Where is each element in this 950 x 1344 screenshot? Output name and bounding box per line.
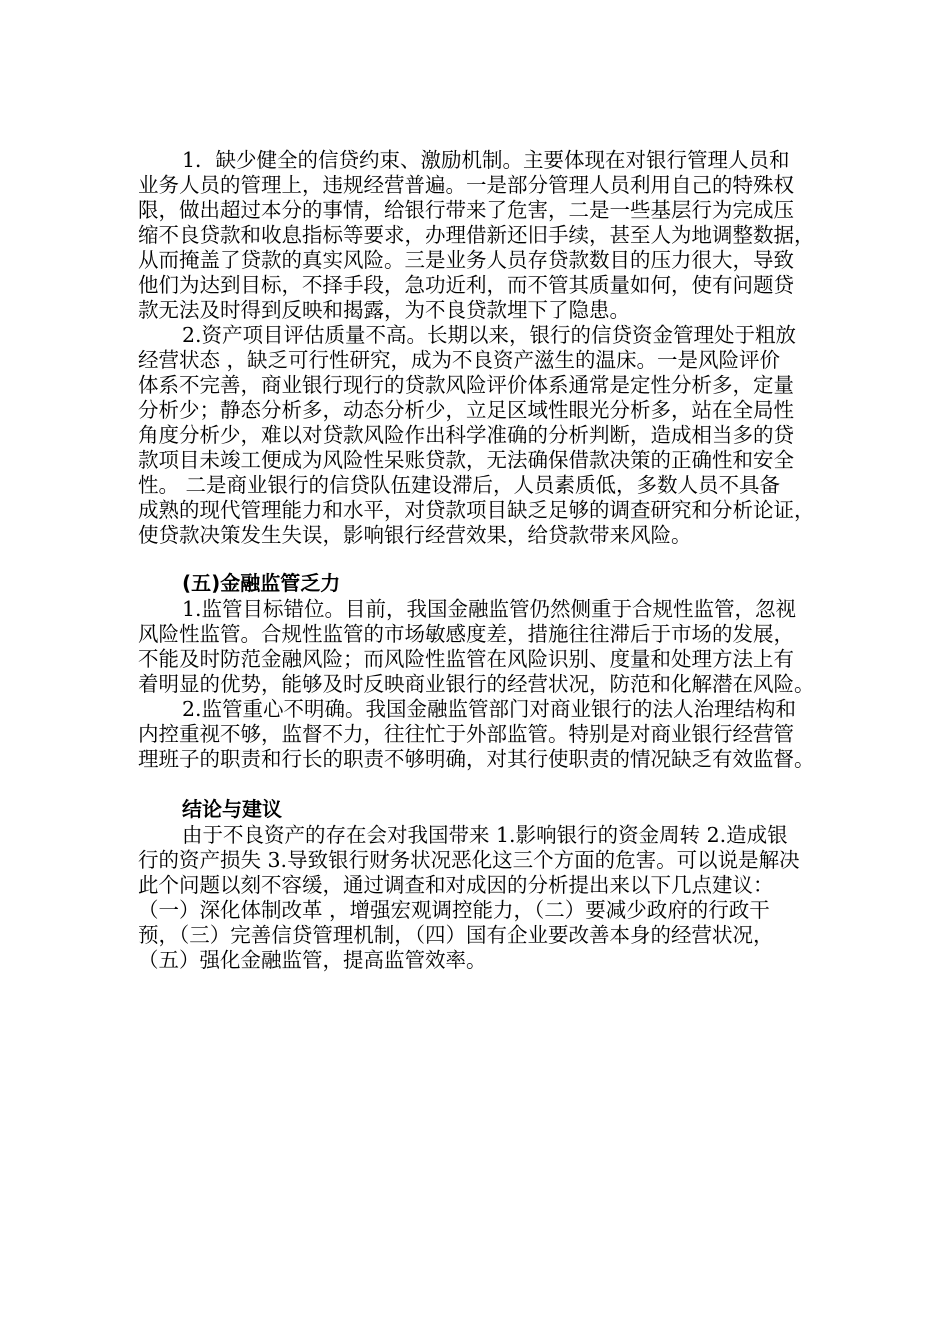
- section-heading-conclusion: 结论与建议: [182, 797, 282, 821]
- text-line: 理班子的职责和行长的职责不够明确，对其行使职责的情况缺乏有效监督。: [138, 747, 815, 771]
- text-line: 着明显的优势，能够及时反映商业银行的经营状况，防范和化解潜在风险。: [138, 672, 815, 696]
- text-line: （一）深化体制改革 ，增强宏观调控能力，（二）要减少政府的行政干: [138, 898, 770, 922]
- text-line: 由于不良资产的存在会对我国带来 1.影响银行的资金周转 2.造成银: [182, 823, 788, 847]
- text-line: 限，做出超过本分的事情，给银行带来了危害，二是一些基层行为完成压: [138, 198, 794, 222]
- text-line: 不能及时防范金融风险；而风险性监管在风险识别、度量和处理方法上有: [138, 647, 794, 671]
- text-line: 1．缺少健全的信贷约束、激励机制。主要体现在对银行管理人员和: [182, 148, 790, 172]
- text-line: 体系不完善，商业银行现行的贷款风险评价体系通常是定性分析多，定量: [138, 373, 794, 397]
- text-line: 2.监管重心不明确。我国金融监管部门对商业银行的法人治理结构和: [182, 697, 797, 721]
- text-line: （五）强化金融监管，提高监管效率。: [138, 948, 487, 972]
- text-line: 此个问题以刻不容缓，通过调查和对成因的分析提出来以下几点建议：: [138, 873, 774, 897]
- text-line: 预，（三）完善信贷管理机制，（四）国有企业要改善本身的经营状况，: [138, 923, 774, 947]
- text-line: 分析少；静态分析多，动态分析少，立足区域性眼光分析多，站在全局性: [138, 398, 794, 422]
- text-line: 他们为达到目标，不择手段，急功近利，而不管其质量如何，使有问题贷: [138, 273, 794, 297]
- section-heading-financial-supervision: (五)金融监管乏力: [182, 571, 341, 595]
- text-line: 性。 二是商业银行的信贷队伍建设滞后，人员素质低，多数人员不具备: [138, 473, 781, 497]
- text-line: 角度分析少，难以对贷款风险作出科学准确的分析判断，造成相当多的贷: [138, 423, 794, 447]
- text-line: 缩不良贷款和收息指标等要求，办理借新还旧手续，甚至人为地调整数据，: [138, 223, 815, 247]
- text-line: 成熟的现代管理能力和水平，对贷款项目缺乏足够的调查研究和分析论证，: [138, 498, 815, 522]
- text-line: 风险性监管。合规性监管的市场敏感度差，措施往往滞后于市场的发展，: [138, 622, 794, 646]
- text-line: 行的资产损失 3.导致银行财务状况恶化这三个方面的危害。可以说是解决: [138, 848, 800, 872]
- text-line: 1.监管目标错位。目前，我国金融监管仍然侧重于合规性监管，忽视: [182, 597, 797, 621]
- text-line: 使贷款决策发生失误，影响银行经营效果，给贷款带来风险。: [138, 523, 692, 547]
- text-line: 内控重视不够，监督不力，往往忙于外部监管。特别是对商业银行经营管: [138, 722, 794, 746]
- text-line: 业务人员的管理上，违规经营普遍。一是部分管理人员利用自己的特殊权: [138, 173, 794, 197]
- text-line: 款无法及时得到反映和揭露，为不良贷款埋下了隐患。: [138, 298, 630, 322]
- text-line: 从而掩盖了贷款的真实风险。三是业务人员存贷款数目的压力很大，导致: [138, 248, 794, 272]
- text-line: 2.资产项目评估质量不高。长期以来，银行的信贷资金管理处于粗放: [182, 323, 797, 347]
- text-line: 款项目未竣工便成为风险性呆账贷款，无法确保借款决策的正确性和安全: [138, 448, 794, 472]
- text-line: 经营状态 ，缺乏可行性研究，成为不良资产滋生的温床。一是风险评价: [138, 348, 781, 372]
